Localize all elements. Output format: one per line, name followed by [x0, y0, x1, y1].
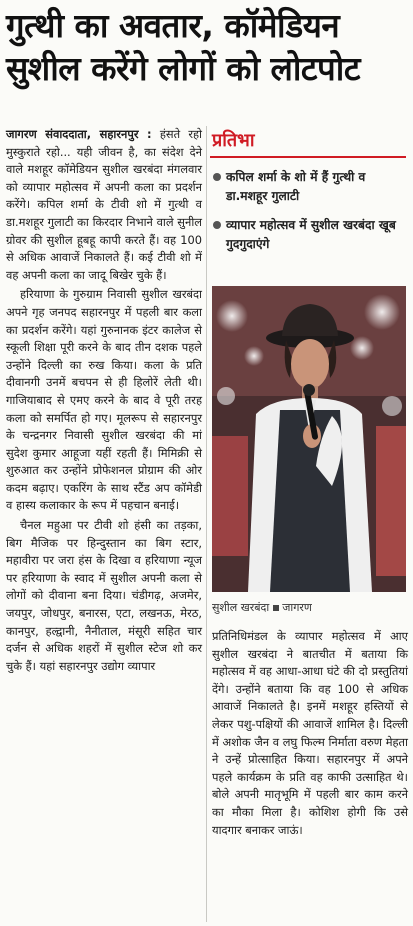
- headline: [6, 4, 408, 90]
- headline-line-1: गुत्थी का अवतार, कॉमेडियन: [6, 6, 340, 45]
- article-paragraph: [6, 126, 202, 284]
- highlight-bullet: [210, 216, 408, 254]
- performer-photo: [212, 286, 406, 592]
- article-paragraph: हरियाणा के गुरुग्राम निवासी सुशील खरबंदा अपने गृह जनपद सहारनपुर में पहली बार कला का प्रदर्शन करेंगे। यहां गुरुनानक इंटर कालेज से स्कूली शिक्षा पूरी करने के बाद तीन दशक पहले उन्होंने दिल्ली का रुख किया। कला के प्रति दीवानगी उनमें बचपन से ही हिलोरें लेती थी। गाजियाबाद से एमए करने के बाद वे पूरी तरह कला को समर्पित हो गए। मूलरूप से सहारनपुर के चन्द्रनगर निवासी सुशील खरबंदा की मां सुदेश कुमार आहूजा यहीं रहती हैं। मिमिक्री से शुरुआत कर उन्होंने प्रोफेशनल प्रोग्राम की ओर कदम बढ़ाए। एकरिंग के साथ स्टैंड अप कॉमेडी व हास्य कलाकार के रूप में पहचान बनाई।: [6, 287, 202, 513]
- balloon-light: [216, 300, 248, 332]
- highlight-bullet: [210, 168, 408, 206]
- column-divider: [206, 126, 207, 922]
- photo-caption: [212, 600, 312, 616]
- caption-separator: [273, 605, 279, 611]
- highlight-rule: [210, 156, 406, 158]
- headline-line-2: सुशील करेंगे लोगों को लोटपोट: [6, 49, 360, 88]
- highlight-bullets: [210, 168, 408, 254]
- caption-name: सुशील खरबंदा: [212, 601, 270, 614]
- bullet-icon: [213, 221, 221, 229]
- article-left-column: [6, 126, 202, 675]
- highlight-box: [210, 128, 408, 264]
- article-paragraph: प्रतिनिधिमंडल के व्यापार महोत्सव में आए सुशील खरबंदा ने बातचीत में बताया कि महोत्सव में वह आधा-आधा घंटे की दो प्रस्तुतियां देंगे। उन्होंने बताया कि वह 100 से अधिक आवाजें निकालते है। इनमें मशहूर हस्तियों से लेकर पशु-पक्षियों की आवाजें शामिल है। दिल्ली में अशोक जैन व लघु फिल्म निर्माता वरुण मेहता ने उन्हें प्रोत्साहित किया। सहारनपुर में अपने पहले कार्यक्रम के प्रति वह काफी उत्साहित थे। बोले अपनी मातृभूमि में पहली बार काम करने का मौका मिला है। कोशिश होगी कि उसे यादगार बनाकर जाऊं।: [212, 629, 408, 837]
- dateline: जागरण संवाददाता, सहारनपुर :: [6, 127, 152, 141]
- banner: [212, 436, 248, 556]
- balloon-light: [244, 346, 264, 366]
- balloon-light: [364, 294, 400, 330]
- highlight-title: प्रतिभा: [212, 130, 255, 151]
- bullet-icon: [213, 173, 221, 181]
- performer-illustration: [212, 286, 406, 592]
- article-right-column: [212, 628, 408, 839]
- bullet-text: कपिल शर्मा के शो में हैं गुत्थी व डा.मशहूर गुलाटी: [226, 170, 366, 203]
- balloon-light: [350, 336, 374, 360]
- paragraph-text: हंसते रहो मुस्कुराते रहो... यही जीवन है, का संदेश देने वाले मशहूर कॉमेडियन सुशील खरबंदा मंगलवार को व्यापार महोत्सव में अपनी कला का प्रदर्शन करेंगे। कपिल शर्मा के टीवी शो में गुत्थी व डा.मशहूर गुलाटी का किरदार निभाने वाले सुनील ग्रोवर की सुशील हूबहू कापी करते हैं। वह 100 से अधिक आवाजें निकालते हैं। कई टीवी शो में वह अपनी कला का जादू बिखेर चुके हैं।: [6, 127, 202, 282]
- caption-credit: जागरण: [282, 601, 312, 614]
- face: [291, 339, 329, 389]
- banner: [376, 426, 406, 576]
- bullet-text: व्यापार महोत्सव में सुशील खरबंदा खूब गुदगुदाएंगे: [226, 218, 396, 251]
- article-paragraph: चैनल महुआ पर टीवी शो हंसी का तड़का, बिग मैजिक पर हिन्दुस्तान का बिग स्टार, महावीरा पर जरा हंस के दिखा व हरियाणा न्यूज पर हरियाणा के स्वाद में सुशील अपनी कला से लोगों को दीवाना बना दिया। चंडीगढ़, अजमेर, जयपुर, जोधपुर, बनारस, एटा, लखनऊ, मेरठ, कानपुर, हल्द्वानी, नैनीताल, मंसूरी सहित चार दर्जन से अधिक शहरों में सुशील स्टेज शो कर चुके हैं। यहां सहारनपुर उद्योग व्यापार: [6, 518, 202, 673]
